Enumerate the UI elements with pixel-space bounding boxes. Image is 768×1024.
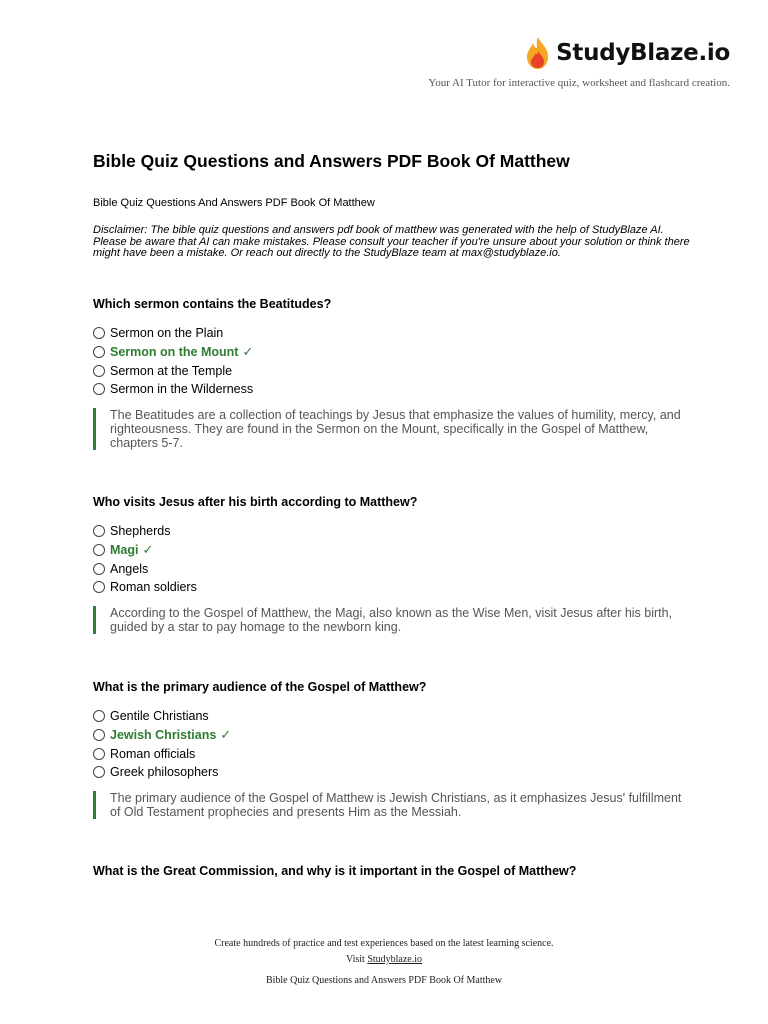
question-text: What is the primary audience of the Gospel of Matthew? — [93, 680, 427, 694]
option-list — [93, 522, 693, 597]
option-item[interactable] — [93, 763, 693, 782]
document-subtitle: Bible Quiz Questions And Answers PDF Book Of Matthew — [93, 197, 375, 209]
flame-icon — [524, 36, 552, 70]
footer-promo: Create hundreds of practice and test experiences based on the latest learning science. — [214, 938, 554, 949]
checkmark-icon: ✓ — [220, 727, 232, 743]
option-item[interactable] — [93, 744, 693, 763]
option-label: Sermon on the Plain — [110, 326, 224, 341]
option-item-correct[interactable] — [93, 726, 693, 745]
question-block-1 — [93, 297, 693, 450]
option-item[interactable] — [93, 380, 693, 399]
answer-explanation: The Beatitudes are a collection of teachings by Jesus that emphasize the values of humility, mercy, and righteousness. They are found in the Sermon on the Mount, specifically in the Gospel of Matthew, chapters 5-7. — [93, 408, 690, 450]
option-label: Sermon on the Mount — [110, 345, 239, 360]
checkmark-icon: ✓ — [142, 542, 154, 558]
brand-name: StudyBlaze.io — [556, 40, 730, 66]
option-label: Sermon in the Wilderness — [110, 382, 254, 397]
page-header — [0, 0, 768, 100]
question-block-2 — [93, 495, 693, 634]
option-item-correct[interactable] — [93, 541, 693, 560]
checkmark-icon: ✓ — [242, 344, 254, 360]
option-item[interactable] — [93, 578, 693, 597]
tagline: Your AI Tutor for interactive quiz, worksheet and flashcard creation. — [428, 77, 730, 89]
answer-explanation: According to the Gospel of Matthew, the Magi, also known as the Wise Men, visit Jesus after his birth, guided by a star to pay homage to the newborn king. — [93, 606, 690, 634]
footer-visit-prefix: Visit — [345, 954, 365, 965]
brand-logo[interactable] — [524, 36, 730, 70]
radio-icon[interactable] — [93, 563, 105, 575]
option-label: Jewish Christians — [110, 728, 217, 743]
question-text: Who visits Jesus after his birth according to Matthew? — [93, 495, 418, 509]
option-item[interactable] — [93, 324, 693, 343]
footer-document-name: Bible Quiz Questions and Answers PDF Book Of Matthew — [265, 975, 503, 986]
question-text: What is the Great Commission, and why is it important in the Gospel of Matthew? — [93, 864, 577, 878]
radio-icon[interactable] — [93, 346, 105, 358]
question-text: Which sermon contains the Beatitudes? — [93, 297, 332, 311]
option-label: Gentile Christians — [110, 709, 209, 724]
radio-icon[interactable] — [93, 525, 105, 537]
document-title: Bible Quiz Questions and Answers PDF Book Of Matthew — [93, 151, 570, 171]
radio-icon[interactable] — [93, 748, 105, 760]
option-label: Roman officials — [110, 746, 196, 761]
option-label: Shepherds — [110, 524, 171, 539]
option-label: Roman soldiers — [110, 580, 197, 595]
radio-icon[interactable] — [93, 365, 105, 377]
question-block-3 — [93, 680, 693, 819]
radio-icon[interactable] — [93, 581, 105, 593]
option-label: Angels — [110, 561, 149, 576]
option-item-correct[interactable] — [93, 343, 693, 362]
question-block-4 — [93, 864, 693, 891]
radio-icon[interactable] — [93, 710, 105, 722]
option-label: Magi — [110, 543, 139, 558]
option-item[interactable] — [93, 361, 693, 380]
radio-icon[interactable] — [93, 729, 105, 741]
option-list — [93, 324, 693, 399]
disclaimer: Disclaimer: The bible quiz questions and answers pdf book of matthew was generated with the help of StudyBlaze AI. Please be aware that AI can make mistakes. Please consult your teacher if you're unsure about your solution or think there might have been a mistake. Or reach out directly to the StudyBlaze team at max@studyblaze.io. — [93, 224, 690, 259]
option-label: Sermon at the Temple — [110, 363, 233, 378]
footer-visit — [0, 954, 768, 965]
radio-icon[interactable] — [93, 766, 105, 778]
option-label: Greek philosophers — [110, 765, 219, 780]
option-item[interactable] — [93, 707, 693, 726]
option-item[interactable] — [93, 522, 693, 541]
radio-icon[interactable] — [93, 327, 105, 339]
option-list — [93, 707, 693, 782]
radio-icon[interactable] — [93, 383, 105, 395]
answer-explanation: The primary audience of the Gospel of Matthew is Jewish Christians, as it emphasizes Jesus' fulfillment of Old Testament prophecies and presents Him as the Messiah. — [93, 791, 690, 819]
option-item[interactable] — [93, 559, 693, 578]
footer-visit-link[interactable]: Studyblaze.io — [367, 954, 423, 965]
radio-icon[interactable] — [93, 544, 105, 556]
